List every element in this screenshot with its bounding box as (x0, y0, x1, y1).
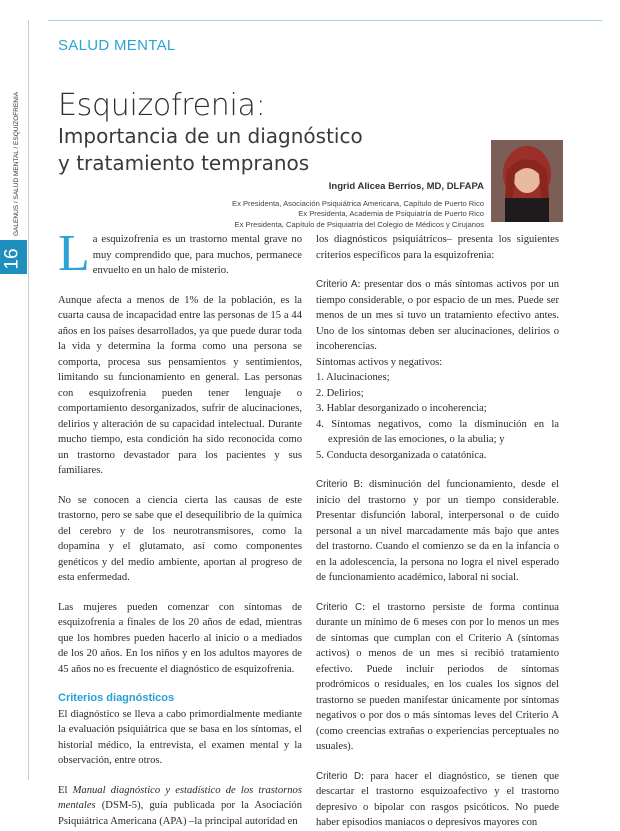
subtitle-line-2: y tratamiento tempranos (58, 151, 310, 175)
book-title: Manual diagnóstico y estadístico de los trastornos mentales (58, 784, 302, 811)
sidebar-rule (28, 20, 29, 780)
text-run: (DSM-5), guía publicada por la Asociación Psiquiátrica Americana (APA) –la principal autoridad en (58, 800, 302, 827)
sidebar-running-text: GALENUS / SALUD MENTAL / ESQUIZOFRENIA (13, 91, 20, 236)
criterion-text: : disminución del funcionamiento, desde el inicio del trastorno y por un tiempo considerable. Presentar disfunción laboral, interpersonal o de cuido personal a un nivel marcadamente más bajo que antes del trastorno. Cuando el comienzo se da en la infancia o en la adolescencia, la persona no logra el nivel esperado de funcionamiento académico, laboral ni social. (316, 479, 559, 583)
subheading: Criterios diagnósticos (58, 692, 175, 704)
affiliation: Ex Presidenta, Capítulo de Psiquiatría del Colegio de Médicos y Cirujanos (234, 219, 484, 229)
column-left (58, 225, 302, 829)
author-affiliations (232, 199, 484, 230)
criterion-label: Criterio D (316, 770, 362, 782)
intro-text: a esquizofrenia es un trastorno mental grave no muy comprendido que, para muchos, permanece envuelto en un halo de misterio. (92, 234, 302, 276)
criterion-a (316, 277, 559, 355)
criterion-c (316, 600, 559, 755)
criterion-label: Criterio B (316, 479, 361, 490)
intro-paragraph (58, 225, 302, 282)
author-portrait-image (491, 140, 563, 222)
symptom-item: 1. Alucinaciones; (316, 372, 390, 383)
drop-cap: L (58, 225, 90, 282)
header-rule (48, 20, 602, 21)
column-right (316, 232, 559, 831)
article-title: Esquizofrenia: (58, 88, 266, 123)
paragraph: No se conocen a ciencia cierta las causas de este trastorno, pero se sabe que el desequilibrio de la química del cerebro y de los neurotransmisores, como la dopamina y el glutamato, así como componentes genéticos y del medio ambiente, aportan al progreso de esta enfermedad. (58, 494, 302, 583)
criterion-text: : presentar dos o más síntomas activos por un tiempo considerable, o por espacio de un mes. Puede ser menos de un mes si tuvo un tratamiento efectivo antes. Uno de los síntomas deben ser alucinaciones, delirios o incoherencias. (316, 279, 559, 352)
symptom-item: 2. Delirios; (316, 387, 364, 399)
criterion-d (316, 769, 559, 831)
author-photo (491, 140, 563, 222)
paragraph: El diagnóstico se lleva a cabo primordialmente mediante la evaluación psiquiátrica que se basa en los síntomas, el historial médico, la entrevista, el examen mental y la observación, entre otros. (58, 708, 302, 766)
page-number-box (0, 240, 27, 274)
sidebar (0, 0, 36, 802)
paragraph: los diagnósticos psiquiátricos– presenta los siguientes criterios específicos para la esquizofrenia: (316, 234, 559, 261)
criterion-label: Criterio A (316, 279, 358, 290)
symptoms-intro: Síntomas activos y negativos: (316, 356, 443, 368)
symptom-item: 3. Hablar desorganizado o incoherencia; (316, 403, 487, 414)
paragraph: Aunque afecta a menos de 1% de la población, es la cuarta causa de incapacidad entre las personas de 15 a 44 años en los países desarrollados, ya que puede durar toda la vida y determina la forma como una persona se comporta, procesa sus pensamientos y sentimientos, limitando su funcionamiento en general. Las personas con esquizofrenia pueden tener lenguaje o comportamiento desorganizados, sufrir de alucinaciones, delirios y alteración de su capacidad intelectual. Durante mucho tiempo, esta condición ha sido reconocida como un trastorno devastador para los pacientes y sus familiares. (58, 294, 302, 476)
criterion-text: : para hacer el diagnóstico, se tienen que descartar el trastorno esquizoafectivo y el trastorno depresivo o bipolar con rasgos psicóticos. No puede haber episodios maniacos o depresivos mayores con (316, 770, 560, 828)
author-name: Ingrid Alicea Berríos, MD, DLFAPA (328, 181, 484, 192)
paragraph: Las mujeres pueden comenzar con síntomas de esquizofrenia a finales de los 20 años de edad, mientras que los hombres pueden hacerlo al inicio o a mediados de los 20 años. En los niños y en los adultos mayores de 45 años no es frecuente el diagnóstico de esquizofrenia. (58, 601, 302, 675)
subtitle-line-1: Importancia de un diagnóstico (58, 124, 363, 148)
affiliation: Ex Presidenta, Asociación Psiquiátrica Americana, Capítulo de Puerto Rico (232, 199, 484, 208)
paragraph (58, 783, 302, 830)
text-run: El (58, 784, 73, 796)
criterion-label: Criterio C (316, 601, 363, 613)
symptom-item: 5. Conducta desorganizada o catatónica. (316, 449, 487, 461)
affiliation: Ex Presidenta, Academia de Psiquiatría de Puerto Rico (298, 209, 484, 219)
criterion-text: : el trastorno persiste de forma continua durante un mínimo de 6 meses con por lo menos un mes de síntomas que cumplan con el Criterio A (síntomas activos) o menos de un mes si recibió tratamiento efectivo. Puede incluir periodos de síntomas prodrómicos o residuales, en los cuales los signos del trastorno se pueden manifestar únicamente por síntomas negativos o por dos o más síntomas leves del Criterio A (como creencias extrañas o experiencias perceptuales no usuales). (316, 601, 559, 752)
symptom-item: 4. Síntomas negativos, como la disminución en la expresión de las emociones, o la abulia; y (316, 418, 559, 445)
section-label: SALUD MENTAL (58, 37, 176, 54)
article-subtitle (58, 123, 388, 177)
page-number: 16 (1, 248, 23, 270)
criterion-b (316, 477, 559, 586)
